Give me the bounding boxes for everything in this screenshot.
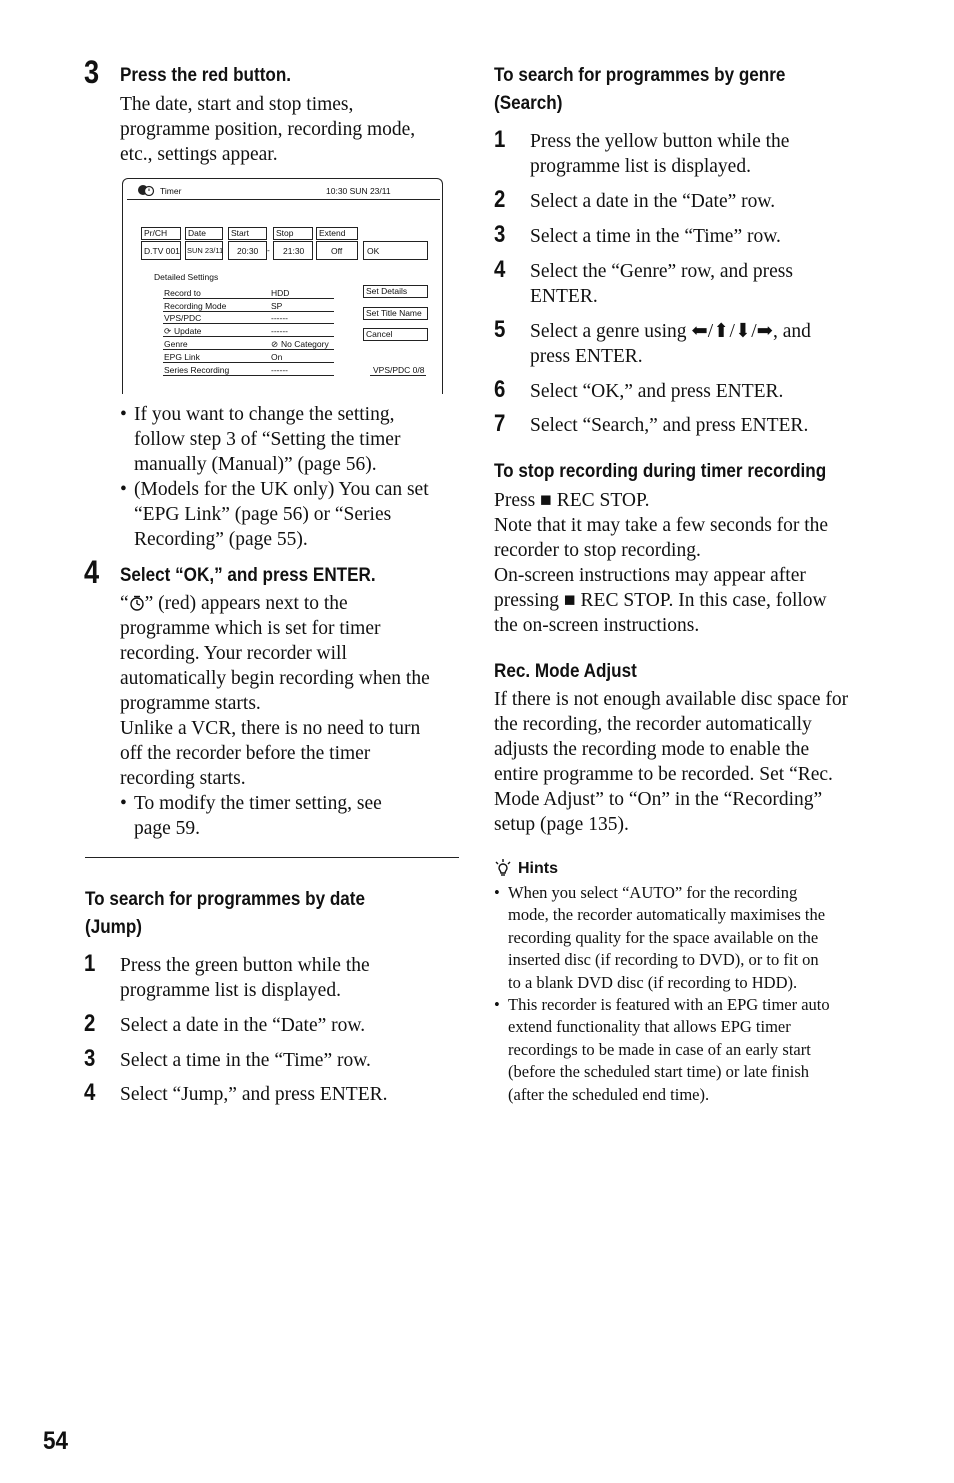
- step-text: Press the yellow button while the programme list is displayed.: [530, 131, 790, 177]
- section-heading: Rec. Mode Adjust: [494, 661, 637, 682]
- value-start: 20:30: [237, 246, 259, 256]
- timer-icon: [137, 184, 155, 196]
- row-value: ------: [271, 313, 288, 323]
- step-title: Press the red button.: [120, 65, 292, 86]
- timer-screen-illustration: [122, 178, 443, 394]
- step-number: 5: [494, 316, 506, 343]
- header-start: Start: [231, 228, 249, 238]
- section-body: Press ■ REC STOP. Note that it may take a few seconds for the recorder to stop recording. On-screen instructions may appear after pressing ■ REC STOP. In this case, follow the on-screen instructions.: [494, 490, 829, 636]
- step-number: 4: [84, 554, 100, 590]
- step-text: Select a time in the “Time” row.: [120, 1050, 371, 1071]
- set-details-button: Set Details: [366, 286, 408, 296]
- cancel-button: Cancel: [366, 329, 393, 339]
- step-number: 3: [494, 221, 506, 248]
- row-label: EPG Link: [164, 352, 200, 362]
- row-value: SP: [271, 301, 283, 311]
- value-date: SUN 23/11: [187, 246, 224, 255]
- step-text: Select a date in the “Date” row.: [120, 1015, 366, 1036]
- screen-title: Timer: [160, 186, 182, 196]
- value-stop: 21:30: [283, 246, 305, 256]
- row-value: No Category: [281, 339, 329, 349]
- step-text: Select a time in the “Time” row.: [530, 226, 781, 247]
- section-heading: To stop recording during timer recording: [494, 461, 827, 482]
- row-value: ------: [271, 326, 288, 336]
- row-value: HDD: [271, 288, 290, 298]
- step-number: 1: [494, 126, 506, 153]
- list-item: • (Models for the UK only) You can set “EPG Link” (page 56) or “Series Recording” (page 55).: [120, 477, 460, 552]
- timer-clock-icon: [129, 595, 145, 611]
- step-number: 7: [494, 410, 506, 437]
- list-item: • If you want to change the setting, follow step 3 of “Setting the timer manually (Manual)” (page 56).: [120, 402, 460, 477]
- row-label: Record to: [164, 288, 201, 298]
- list-item: • To modify the timer setting, see page 59.: [120, 791, 460, 841]
- list-item: • When you select “AUTO” for the recording mode, the recorder automatically maximises the recording quality for the space available on the inserted disc (if recording to DVD), or to fit on to a blank DVD disc (if recording to HDD).: [494, 882, 869, 994]
- section-heading: To search for programmes by date (Jump): [85, 889, 366, 938]
- vps-pdc-counter: VPS/PDC 0/8: [373, 365, 425, 375]
- time-dash: -: [267, 245, 270, 255]
- screen-notes: [120, 402, 460, 552]
- step-number: 3: [84, 1045, 96, 1072]
- hints-list: [494, 882, 869, 1106]
- row-value: On: [271, 352, 283, 362]
- hints-label: Hints: [518, 860, 558, 877]
- hints-header: [494, 859, 558, 879]
- value-prch: D.TV 001: [144, 246, 180, 256]
- row-label: Update: [174, 326, 202, 336]
- ok-option: OK: [367, 246, 380, 256]
- row-label: Recording Mode: [164, 301, 227, 311]
- step-text: Select “Jump,” and press ENTER.: [120, 1084, 388, 1105]
- step-number: 2: [84, 1010, 96, 1037]
- set-title-name-button: Set Title Name: [366, 308, 422, 318]
- section-heading: To search for programmes by genre (Search): [494, 65, 786, 114]
- step-number: 2: [494, 186, 506, 213]
- step-text: Select the “Genre” row, and press ENTER.: [530, 261, 793, 307]
- step-number: 6: [494, 376, 506, 403]
- row-label: VPS/PDC: [164, 313, 202, 323]
- step-description: “ ” (red) appears next to the programme which is set for timer recording. Your recorder will automatically begin recording when the programme starts. Unlike a VCR, there is no need to turn off the recorder before the timer recording starts. • To modify the timer setting, see page 59.: [120, 591, 460, 841]
- step-text: Press the green button while the programme list is displayed.: [120, 955, 370, 1001]
- section-divider: [85, 857, 459, 858]
- row-label: Series Recording: [164, 365, 230, 375]
- no-category-icon: ⊘: [271, 339, 279, 349]
- step-text: Select a date in the “Date” row.: [530, 191, 776, 212]
- header-date: Date: [188, 228, 206, 238]
- screen-clock: 10:30 SUN 23/11: [326, 186, 391, 196]
- header-prch: Pr/CH: [144, 228, 168, 238]
- step-text: Select a genre using ⬅/⬆/⬇/➡, and press ENTER.: [530, 321, 811, 367]
- section-body: If there is not enough available disc space for the recording, the recorder automatically adjusts the recording mode to enable the entire programme to be recorded. Set “Rec. Mode Adjust” to “On” in the “Recording” setup (page 135).: [494, 689, 849, 835]
- page-number: 54: [43, 1427, 69, 1455]
- step-number: 4: [84, 1079, 96, 1106]
- step-title: Select “OK,” and press ENTER.: [120, 565, 376, 586]
- header-extend: Extend: [319, 228, 346, 238]
- step-number: 1: [84, 950, 96, 977]
- row-value: ------: [271, 365, 288, 375]
- row-label: Genre: [164, 339, 188, 349]
- step-text: Select “Search,” and press ENTER.: [530, 415, 809, 436]
- lightbulb-icon: [494, 859, 512, 879]
- list-item: • This recorder is featured with an EPG timer auto extend functionality that allows EPG timer recordings to be made in case of an early start (before the scheduled start time) or late finish (after the scheduled end time).: [494, 994, 869, 1106]
- step-number: 3: [84, 54, 100, 90]
- step-text: Select “OK,” and press ENTER.: [530, 381, 784, 402]
- step-description: The date, start and stop times, programme position, recording mode, etc., settings appear.: [120, 94, 416, 165]
- update-icon: ⟳: [164, 326, 172, 336]
- header-stop: Stop: [276, 228, 294, 238]
- value-extend: Off: [331, 246, 343, 256]
- step-number: 4: [494, 256, 506, 283]
- detailed-settings-label: Detailed Settings: [154, 272, 219, 282]
